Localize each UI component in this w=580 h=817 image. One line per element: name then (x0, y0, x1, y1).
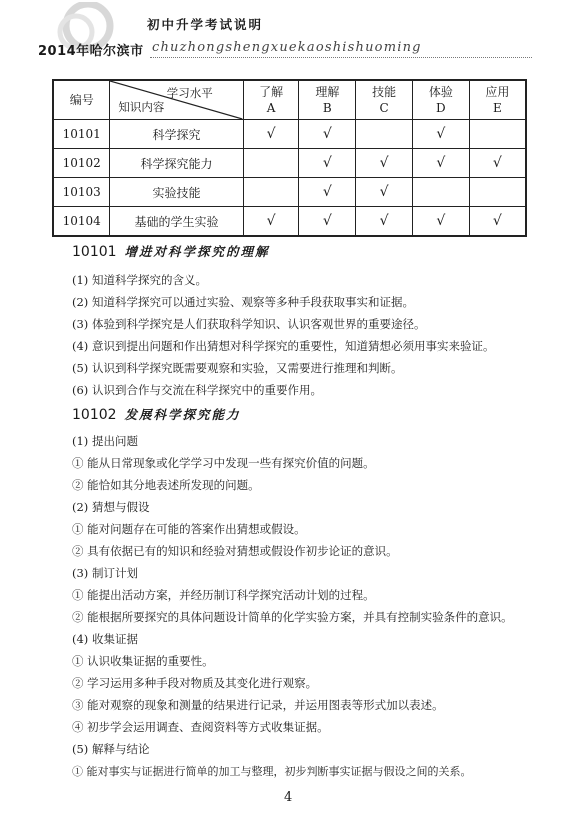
level-letter: A (266, 101, 276, 115)
row-content: 科学探究能力 (110, 149, 243, 178)
check-mark (469, 120, 526, 149)
check-mark: √ (356, 178, 413, 207)
level-header (412, 80, 469, 120)
learning-level-table (52, 79, 527, 237)
section1-item: (2) 知道科学探究可以通过实验、观察等多种手段获取事实和证据。 (72, 295, 414, 309)
level-name: 应用 (485, 85, 510, 99)
header-title: 初中升学考试说明 (147, 17, 264, 32)
check-mark: √ (243, 207, 299, 237)
header-pinyin: chuzhongshengxuekaoshishuoming (152, 40, 422, 55)
check-mark: √ (299, 178, 356, 207)
diag-top-label: 学习水平 (166, 86, 213, 100)
check-mark (469, 178, 526, 207)
section1-item: (6) 认识到合作与交流在科学探究中的重要作用。 (72, 383, 322, 397)
section2-item: ① 能从日常现象或化学学习中发现一些有探究价值的问题。 (72, 456, 375, 470)
row-content: 科学探究 (110, 120, 243, 149)
section2-item: (2) 猜想与假设 (72, 500, 150, 514)
table-header-row (53, 80, 526, 120)
row-code: 10101 (53, 120, 110, 149)
section2-item: ④ 初步学会运用调查、查阅资料等方式收集证据。 (72, 720, 329, 734)
section2-item: (4) 收集证据 (72, 632, 138, 646)
check-mark: √ (412, 149, 469, 178)
row-code: 10102 (53, 149, 110, 178)
diag-bottom-label: 知识内容 (118, 100, 165, 114)
level-name: 体验 (428, 85, 453, 99)
level-letter: C (379, 101, 389, 115)
section2-item: ① 能对事实与证据进行简单的加工与整理，初步判断事实证据与假设之间的关系。 (72, 765, 472, 778)
level-letter: E (492, 101, 502, 115)
table-row (53, 178, 526, 207)
level-header (356, 80, 413, 120)
table-row (53, 120, 526, 149)
check-mark: √ (243, 120, 299, 149)
section1-item: (3) 体验到科学探究是人们获取科学知识、认识客观世界的重要途径。 (72, 317, 426, 331)
section-code: 10101 (72, 244, 117, 260)
section2-item: ③ 能对观察的现象和测量的结果进行记录，并运用图表等形式加以表述。 (72, 698, 444, 712)
header-divider (150, 57, 532, 58)
level-name: 技能 (372, 85, 397, 99)
check-mark: √ (469, 149, 526, 178)
check-mark (356, 120, 413, 149)
header-diagonal-cell (110, 80, 243, 120)
check-mark (243, 149, 299, 178)
year-label: 2014年哈尔滨市 (38, 44, 144, 59)
section-title: 发展科学探究能力 (124, 407, 241, 422)
table-row (53, 149, 526, 178)
page-number: 4 (284, 790, 293, 805)
level-letter: B (322, 101, 332, 115)
section2-item: ② 能恰如其分地表述所发现的问题。 (72, 478, 260, 492)
section2-item: (1) 提出问题 (72, 434, 138, 448)
check-mark: √ (412, 120, 469, 149)
level-name: 了解 (259, 85, 284, 99)
check-mark: √ (299, 207, 356, 237)
row-content: 实验技能 (110, 178, 243, 207)
check-mark: √ (469, 207, 526, 237)
section2-item: ① 能提出活动方案，并经历制订科学探究活动计划的过程。 (72, 588, 375, 602)
check-mark (243, 178, 299, 207)
check-mark: √ (299, 120, 356, 149)
row-code: 10103 (53, 178, 110, 207)
section-heading-10102 (72, 405, 241, 423)
section2-item: (3) 制订计划 (72, 566, 138, 580)
header-code: 编号 (53, 80, 110, 120)
check-mark: √ (299, 149, 356, 178)
level-header (243, 80, 299, 120)
section1-item: (5) 认识到科学探究既需要观察和实验，又需要进行推理和判断。 (72, 361, 403, 375)
section-code: 10102 (72, 407, 117, 423)
check-mark: √ (412, 207, 469, 237)
row-code: 10104 (53, 207, 110, 237)
section2-item: ① 认识收集证据的重要性。 (72, 654, 214, 668)
section2-item: ② 具有依据已有的知识和经验对猜想或假设作初步论证的意识。 (72, 544, 398, 558)
section1-item: (1) 知道科学探究的含义。 (72, 273, 207, 287)
check-mark: √ (356, 149, 413, 178)
section2-item: ② 学习运用多种手段对物质及其变化进行观察。 (72, 676, 318, 690)
level-letter: D (436, 101, 446, 115)
section-heading-10101 (72, 242, 270, 260)
row-content: 基础的学生实验 (110, 207, 243, 237)
section2-item: (5) 解释与结论 (72, 742, 150, 756)
level-header (469, 80, 526, 120)
table-row (53, 207, 526, 237)
level-name: 理解 (315, 85, 340, 99)
section2-item: ② 能根据所要探究的具体问题设计简单的化学实验方案，并具有控制实验条件的意识。 (72, 610, 513, 624)
check-mark: √ (356, 207, 413, 237)
level-header (299, 80, 356, 120)
section1-item: (4) 意识到提出问题和作出猜想对科学探究的重要性，知道猜想必须用事实来验证。 (72, 339, 495, 353)
section2-item: ① 能对问题存在可能的答案作出猜想或假设。 (72, 522, 306, 536)
section-title: 增进对科学探究的理解 (124, 244, 270, 259)
check-mark (412, 178, 469, 207)
